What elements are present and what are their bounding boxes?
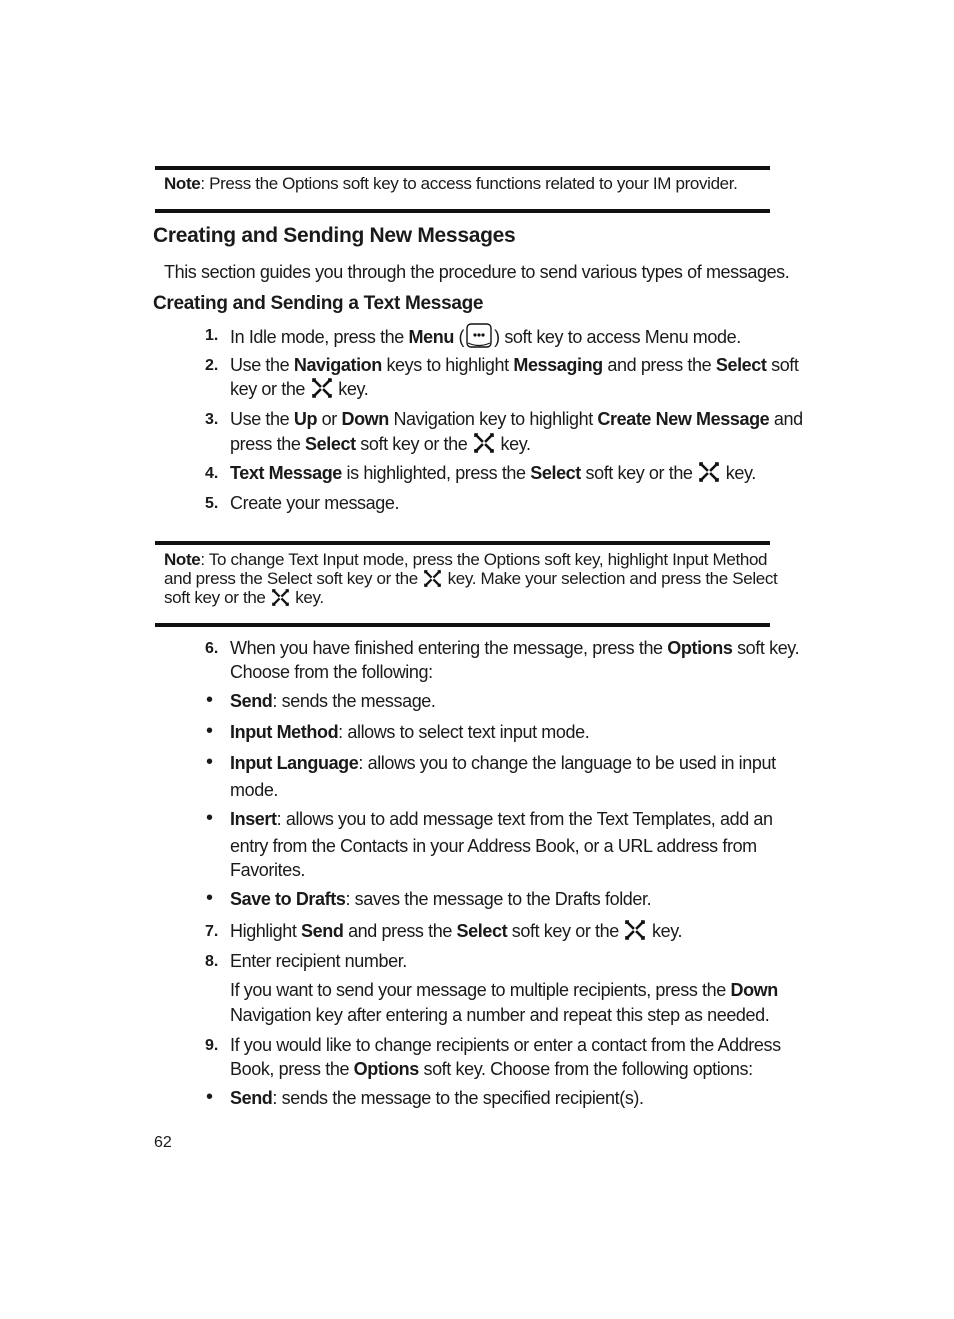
section-intro: This section guides you through the procedure to send various types of messages. (164, 262, 790, 282)
option-insert-line2: entry from the Contacts in your Address Book, or a URL address from (230, 836, 757, 856)
step-6-line2: Choose from the following: (230, 662, 433, 682)
step-number: 2. (205, 357, 219, 374)
step-5-text: Create your message. (230, 493, 400, 513)
step-2-line2: key or the key. (230, 377, 368, 404)
select-key-icon (699, 462, 719, 488)
note-label: Note (164, 550, 201, 569)
step-8-para-line1: If you want to send your message to multiple recipients, press the Down (230, 980, 778, 1000)
select-key-icon (424, 570, 441, 591)
note-text-input-line3: soft key or the key. (164, 588, 324, 610)
option-send-recipients: Send: sends the message to the specified recipient(s). (230, 1088, 644, 1108)
note-text-input-line1: Note: To change Text Input mode, press the Options soft key, highlight Input Method (164, 550, 768, 569)
step-number: 6. (205, 640, 219, 657)
option-insert: Insert: allows you to add message text from the Text Templates, add an (230, 809, 773, 829)
bullet-marker: • (206, 720, 214, 742)
step-4-text: Text Message is highlighted, press the Select soft key or the key. (230, 461, 756, 488)
subsection-heading: Creating and Sending a Text Message (153, 293, 484, 314)
step-1-text: In Idle mode, press the Menu ( ) soft key to access Menu mode. (230, 323, 741, 355)
step-7-text: Highlight Send and press the Select soft key or the key. (230, 919, 682, 946)
option-input-method: Input Method: allows to select text input mode. (230, 722, 590, 742)
section-heading: Creating and Sending New Messages (153, 224, 516, 247)
select-key-icon (272, 589, 289, 610)
step-number: 3. (205, 411, 219, 428)
note-top-rule (155, 166, 770, 170)
step-3-line2: press the Select soft key or the key. (230, 432, 531, 459)
bullet-marker: • (206, 751, 214, 773)
select-key-icon (312, 378, 332, 404)
step-number: 8. (205, 953, 219, 970)
step-9-line1: If you would like to change recipients or enter a contact from the Address (230, 1035, 781, 1055)
step-2-line1: Use the Navigation keys to highlight Messaging and press the Select soft (230, 355, 799, 375)
select-key-icon (474, 433, 494, 459)
select-key-icon (625, 920, 645, 946)
step-6-line1: When you have finished entering the message, press the Options soft key. (230, 638, 800, 658)
step-number: 4. (205, 465, 219, 482)
option-insert-line3: Favorites. (230, 860, 306, 880)
step-number: 5. (205, 495, 219, 512)
note-bottom-rule (155, 623, 770, 627)
option-input-language-line2: mode. (230, 780, 279, 800)
note-bottom-rule (155, 209, 770, 213)
option-send: Send: sends the message. (230, 691, 436, 711)
note-top-rule (155, 541, 770, 545)
step-number: 7. (205, 923, 219, 940)
note-label: Note (164, 174, 201, 193)
bullet-marker: • (206, 807, 214, 829)
note-im-provider: Note: Press the Options soft key to access functions related to your IM provider. (164, 174, 738, 193)
step-9-line2: Book, press the Options soft key. Choose from the following options: (230, 1059, 753, 1079)
option-save-to-drafts: Save to Drafts: saves the message to the Drafts folder. (230, 889, 652, 909)
bullet-marker: • (206, 1086, 214, 1108)
note-text-input-line2: and press the Select soft key or the key. Make your selection and press the Select (164, 569, 777, 591)
option-input-language: Input Language: allows you to change the language to be used in input (230, 753, 776, 773)
step-number: 9. (205, 1037, 219, 1054)
step-3-line1: Use the Up or Down Navigation key to highlight Create New Message and (230, 409, 803, 429)
step-8-text: Enter recipient number. (230, 951, 407, 971)
bullet-marker: • (206, 689, 214, 711)
page-number: 62 (154, 1134, 172, 1151)
step-number: 1. (205, 327, 219, 344)
bullet-marker: • (206, 887, 214, 909)
step-8-para-line2: Navigation key after entering a number and repeat this step as needed. (230, 1005, 770, 1025)
menu-soft-key-icon (465, 323, 493, 355)
